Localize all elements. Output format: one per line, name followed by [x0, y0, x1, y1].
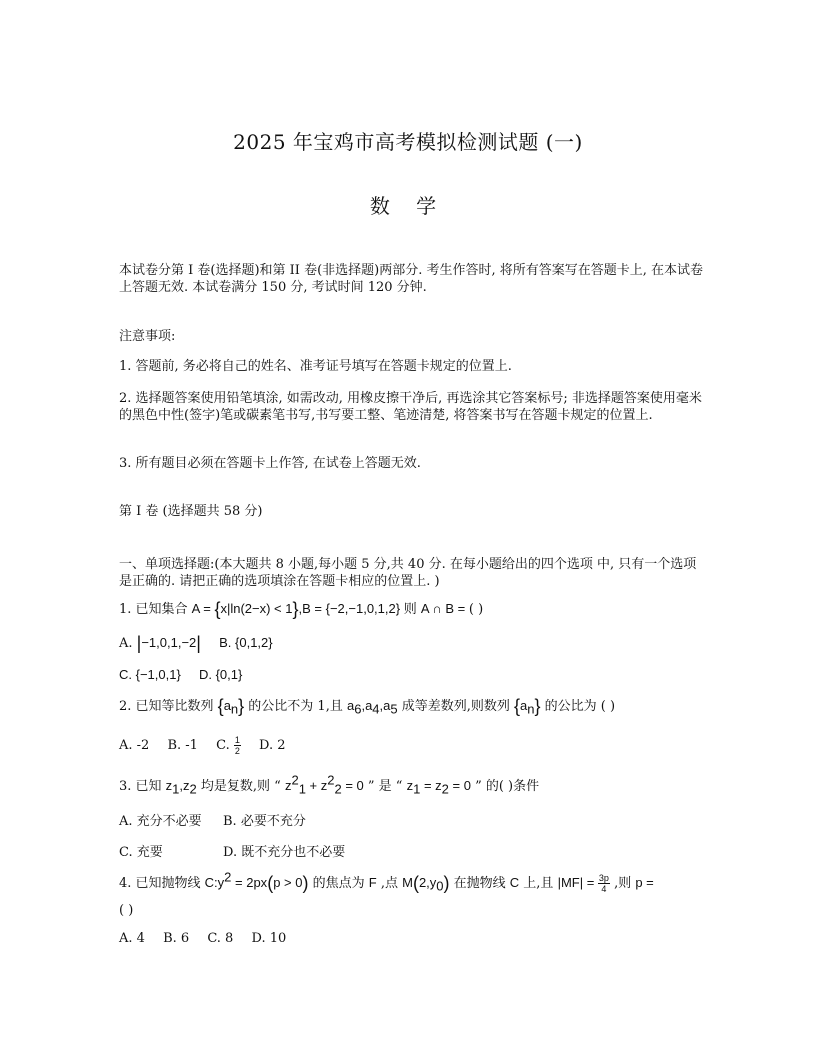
question-2	[119, 697, 709, 715]
q3-option-b: B. 必要不充分	[223, 814, 306, 829]
intro-paragraph: 本试卷分第 I 卷(选择题)和第 II 卷(非选择题)两部分. 考生作答时, 将所有答案写在答题卡上, 在本试卷上答题无效. 本试卷满分 150 分, 考试时间 120 分钟.	[119, 263, 704, 295]
q4-text-5: ,则	[609, 876, 636, 891]
q1-prefix: 1. 已知集合	[119, 602, 192, 617]
q3-option-c: C. 充要	[119, 845, 163, 860]
q4-right-paren: )	[302, 873, 309, 893]
q2-text-2: 成等差数列,则数列	[397, 699, 515, 714]
q2-option-c: C.	[216, 738, 234, 753]
q4-m-left-paren: (	[412, 873, 419, 893]
q4-option-c: C. 8	[207, 931, 234, 946]
q2-option-c-fraction	[234, 735, 241, 756]
q2-left-brace-2: {	[514, 696, 521, 716]
q1-option-b: B. {0,1,2}	[219, 635, 273, 650]
q1-left-brace: {	[214, 599, 221, 619]
q2-text-1: 的公比不为 1,且	[244, 699, 347, 714]
q3-eq2-b-sub: 2	[441, 781, 449, 797]
question-1	[119, 600, 709, 618]
q3-eq1-a-sup: 2	[291, 772, 299, 788]
q3-z1: z	[165, 778, 173, 793]
q1-option-a-body: −1,0,1,−2	[141, 635, 197, 650]
q2-options	[119, 735, 709, 756]
q4-option-a: A. 4	[119, 931, 145, 946]
q2-seq: a	[223, 698, 231, 713]
q1-options-row-1	[119, 634, 709, 652]
q1-expr: A ∩ B =	[420, 601, 469, 616]
q3-z2-sub: 2	[189, 781, 197, 797]
q2-a4-sub: 4	[372, 701, 380, 717]
q4-prefix: 4. 已知抛物线	[119, 876, 205, 891]
q4-m-right-paren: )	[443, 873, 450, 893]
notice-item-1: 1. 答题前, 务必将自己的姓名、准考证号填写在答题卡规定的位置上.	[119, 359, 512, 374]
q2-text-3: 的公比为 ( )	[540, 699, 616, 714]
q3-eq2-a: z	[406, 778, 414, 793]
q2-option-a: A. -2	[119, 738, 150, 753]
q2-a5-sub: 5	[390, 701, 398, 717]
q4-option-b: B. 6	[163, 931, 190, 946]
q3-options-row-2	[119, 844, 709, 861]
q2-option-d: D. 2	[259, 738, 286, 753]
q4-text-2: ,点	[376, 876, 403, 891]
q2-seq-sub: n	[230, 701, 239, 717]
q4-p: p =	[635, 875, 654, 890]
q4-fraction	[598, 873, 610, 894]
q3-text-3: ” 的( )条件	[470, 779, 540, 794]
q3-eq1-b: + z	[305, 778, 328, 793]
q4-blank-line	[119, 902, 709, 919]
q4-point-m: M	[402, 875, 413, 890]
q4-parabola-rhs: = 2px	[231, 875, 268, 890]
q2-right-brace: }	[238, 696, 245, 716]
q2-option-c-numerator: 1	[234, 735, 240, 745]
q1-set-a-body: x|ln(2−x) < 1	[220, 601, 293, 616]
q1-option-a-label: A.	[119, 636, 137, 651]
q3-options-row-1	[119, 813, 709, 830]
q3-eq1-a-sub: 1	[298, 781, 306, 797]
q1-mid: 则	[403, 602, 421, 617]
q4-text-3: 在抛物线	[449, 876, 510, 891]
q1-right-brace: }	[292, 599, 299, 619]
q2-a4: ,a	[361, 698, 373, 713]
q3-z2: ,z	[179, 778, 190, 793]
q4-fraction-numerator: 3p	[598, 873, 609, 883]
q1-blank: ( )	[468, 602, 484, 617]
q3-prefix: 3. 已知	[119, 779, 166, 794]
q3-eq2-c: = 0	[448, 778, 471, 793]
q4-mf: |MF| =	[557, 875, 598, 890]
q4-parabola-sup: 2	[224, 869, 232, 885]
q1-set-b: ,B = {−2,−1,0,1,2}	[298, 601, 404, 616]
exam-title: 2025 年宝鸡市高考模拟检测试题 (一)	[233, 130, 583, 154]
q4-focus: F	[368, 875, 377, 890]
q3-option-a: A. 充分不必要	[119, 814, 202, 829]
q2-left-brace: {	[217, 696, 224, 716]
q3-eq1-c: = 0	[341, 778, 364, 793]
q2-a6-sub: 6	[354, 701, 362, 717]
section1-instructions: 一、单项选择题:(本大题共 8 小题,每小题 5 分,共 40 分. 在每小题给出的四个选项 中, 只有一个选项是正确的. 请把正确的选项填涂在答题卡相应的位置上. )	[119, 557, 697, 589]
q3-eq2-b: = z	[420, 778, 442, 793]
q4-c: C	[509, 875, 520, 890]
q2-a6: a	[346, 698, 355, 713]
q4-option-d: D. 10	[251, 931, 287, 946]
q3-z1-sub: 1	[172, 781, 180, 797]
q4-parabola: C:y	[204, 875, 225, 890]
q3-eq1-b-sup: 2	[327, 772, 335, 788]
q4-condition: p > 0	[273, 875, 303, 890]
q3-eq1-a: z	[284, 778, 292, 793]
q4-point-m-sub: 0	[436, 878, 444, 894]
q4-point-m-body: 2,y	[418, 875, 437, 890]
q2-option-b: B. -1	[167, 738, 198, 753]
q3-option-d: D. 既不充分也不必要	[223, 845, 346, 860]
question-4	[119, 869, 709, 894]
exam-subject: 数 学	[369, 194, 447, 218]
q1-option-a-bar-right: |	[196, 633, 201, 653]
q4-fraction-denominator: 4	[601, 884, 607, 894]
q3-eq2-a-sub: 1	[413, 781, 421, 797]
notice-item-3: 3. 所有题目必须在答题卡上作答, 在试卷上答题无效.	[119, 456, 421, 471]
q2-prefix: 2. 已知等比数列	[119, 699, 218, 714]
q4-blank: ( )	[119, 903, 134, 918]
q1-option-c: C. {−1,0,1}	[119, 667, 181, 682]
q3-text-2: ” 是 “	[363, 779, 407, 794]
notice-heading: 注意事项:	[119, 329, 176, 344]
q4-text-4: 上,且	[519, 876, 558, 891]
notice-item-2: 2. 选择题答案使用铅笔填涂, 如需改动, 用橡皮擦干净后, 再选涂其它答案标号; 非选择题答案使用毫米的黑色中性(签字)笔或碳素笔书写,书写要工整、笔迹清楚, 将答案书写在答题卡规定的位置上.	[119, 391, 702, 423]
q2-option-c-denominator: 2	[234, 746, 240, 756]
q1-option-a-bar-left: |	[136, 633, 142, 653]
q3-eq1-b-sub: 2	[334, 781, 342, 797]
q4-text-1: 的焦点为	[308, 876, 369, 891]
q2-a5: ,a	[379, 698, 391, 713]
q4-options	[119, 930, 709, 947]
question-3	[119, 772, 709, 797]
q3-text-1: 均是复数,则 “	[196, 779, 285, 794]
q1-option-d: D. {0,1}	[198, 667, 243, 682]
part1-heading: 第 I 卷 (选择题共 58 分)	[119, 504, 263, 519]
q1-set-a-label: A =	[191, 601, 215, 616]
q2-seq-sub-2: n	[527, 701, 535, 717]
q4-left-paren: (	[267, 873, 274, 893]
q2-seq-2: a	[520, 698, 528, 713]
q2-right-brace-2: }	[534, 696, 541, 716]
q1-options-row-2	[119, 666, 709, 684]
